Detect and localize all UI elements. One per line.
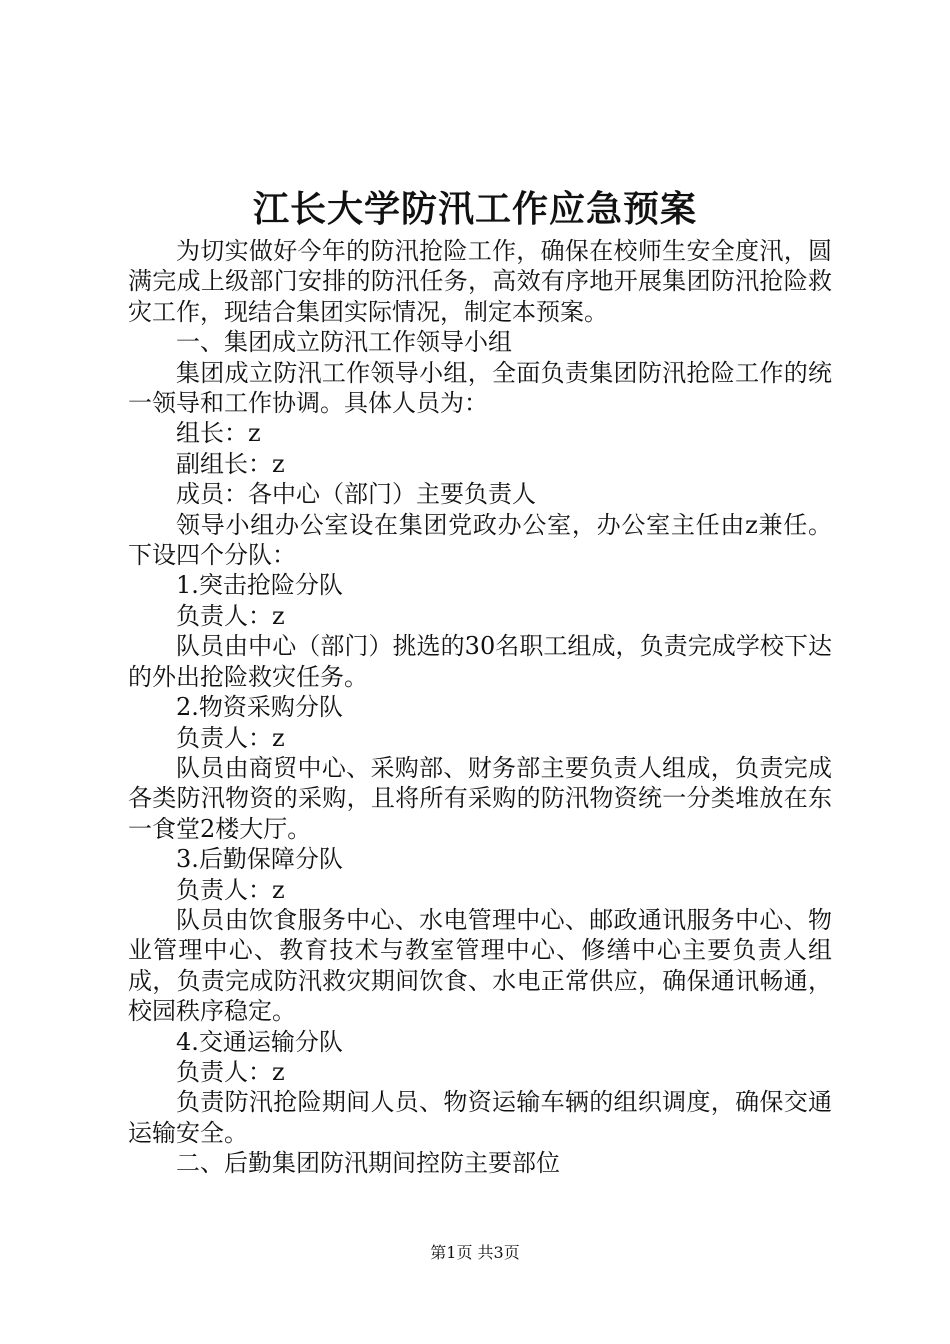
section-heading-2: 二、后勤集团防汛期间控防主要部位 (176, 1149, 560, 1178)
page-footer: 第1页 共3页 (430, 1243, 520, 1262)
document-title: 江长大学防汛工作应急预案 (252, 188, 697, 230)
paragraph: 队员由商贸中心、采购部、财务部主要负责人组成，负责完成各类防汛物资的采购，且将所有采购的防汛物资统一分类堆放在东一食堂2楼大厅。 (128, 753, 832, 843)
document-body (128, 236, 832, 1179)
subsection-heading: 3.后勤保障分队 (176, 845, 343, 874)
section-heading-1: 一、集团成立防汛工作领导小组 (176, 328, 512, 357)
paragraph: 队员由中心（部门）挑选的30名职工组成，负责完成学校下达的外出抢险救灾任务。 (128, 632, 832, 691)
paragraph: 队员由饮食服务中心、水电管理中心、邮政通讯服务中心、物业管理中心、教育技术与教室管理中心、修缮中心主要负责人组成，负责完成防汛救灾期间饮食、水电正常供应，确保通讯畅通，校园秩序稳定。 (128, 905, 832, 1026)
list-item-responsible: 负责人：z (176, 601, 285, 630)
paragraph: 负责防汛抢险期间人员、物资运输车辆的组织调度，确保交通运输安全。 (128, 1088, 832, 1147)
subsection-heading: 2.物资采购分队 (176, 693, 343, 722)
list-item-responsible: 负责人：z (176, 1057, 285, 1086)
list-item-leader: 组长：z (176, 419, 261, 448)
subsection-heading: 1.突击抢险分队 (176, 571, 343, 600)
list-item-members: 成员：各中心（部门）主要负责人 (176, 480, 536, 509)
list-item-deputy-leader: 副组长：z (176, 449, 285, 478)
paragraph: 领导小组办公室设在集团党政办公室，办公室主任由z兼任。下设四个分队： (128, 510, 832, 570)
subsection-heading: 4.交通运输分队 (176, 1027, 343, 1056)
paragraph: 集团成立防汛工作领导小组，全面负责集团防汛抢险工作的统一领导和工作协调。具体人员为： (128, 358, 832, 418)
list-item-responsible: 负责人：z (176, 875, 285, 904)
paragraph-intro: 为切实做好今年的防汛抢险工作，确保在校师生安全度汛，圆满完成上级部门安排的防汛任务，高效有序地开展集团防汛抢险救灾工作，现结合集团实际情况，制定本预案。 (128, 237, 832, 326)
list-item-responsible: 负责人：z (176, 723, 285, 752)
